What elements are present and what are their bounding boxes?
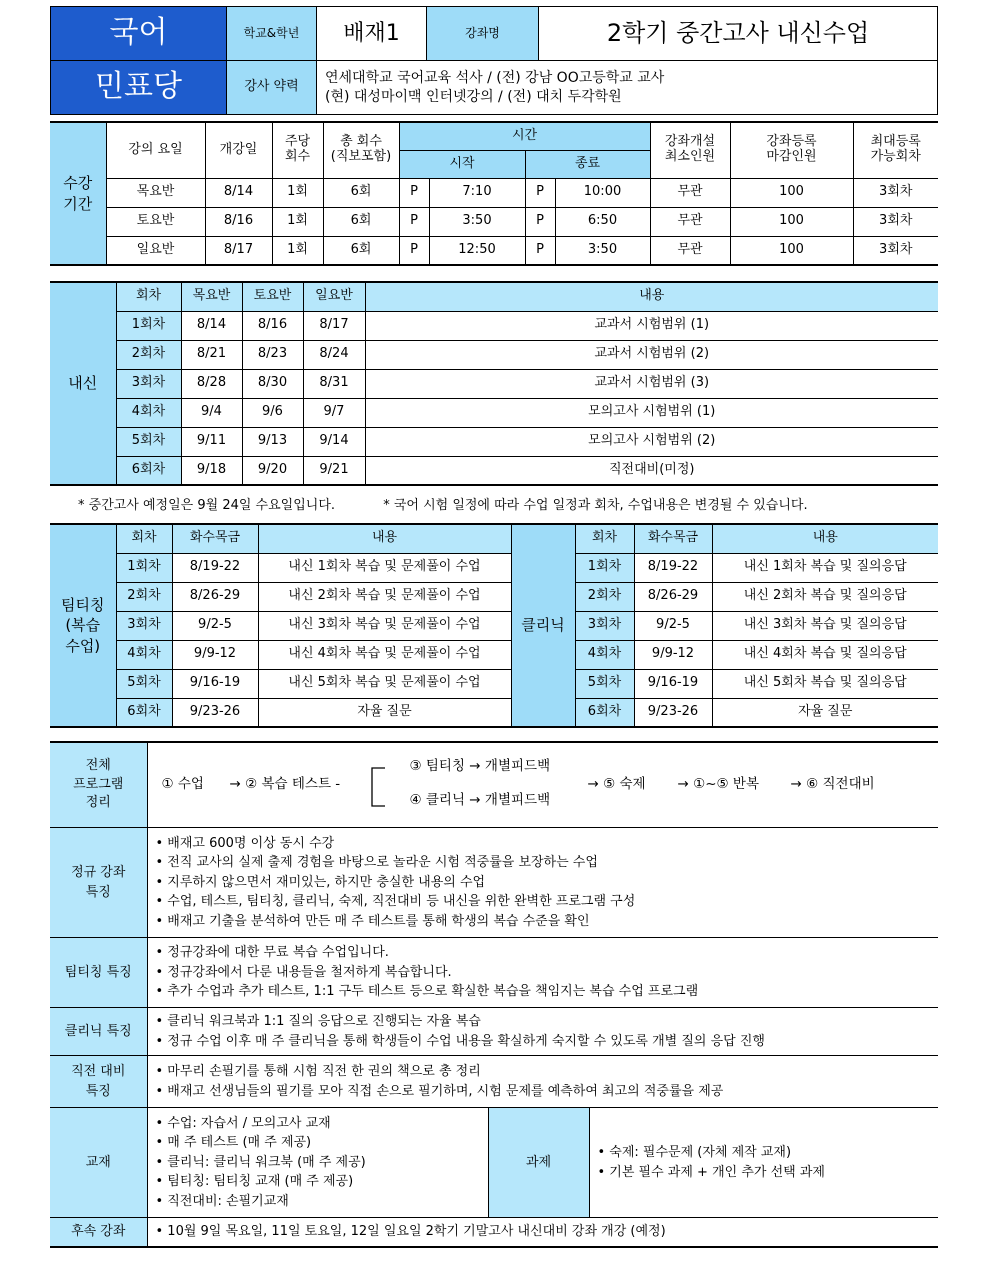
table-row (50, 698, 938, 727)
cell-content: 모의고사 시험범위 (1) (365, 398, 938, 427)
table-row (50, 427, 938, 456)
cell-end: 3:50 (555, 236, 650, 265)
team-label: 팀티칭 (복습 수업) (50, 524, 116, 727)
schedule-table (50, 121, 938, 266)
clinic-round: 1회차 (575, 553, 634, 582)
feature-item: • 수업, 테스트, 팀티칭, 클리닉, 숙제, 직전대비 등 내신을 위한 완벽한 프로그램 구성 (155, 894, 636, 910)
bio-line-2: (현) 대성마이맥 인터넷강의 / (전) 대치 두각학원 (325, 88, 622, 105)
cell-total: 6회 (323, 207, 399, 236)
team-date: 9/16-19 (172, 669, 258, 698)
feature-item: • 전직 교사의 실제 출제 경험을 바탕으로 놀라운 시험 적중률을 보장하는 수업 (155, 855, 598, 871)
col-deadline: 강좌등록 마감인원 (730, 122, 853, 178)
table-row (50, 398, 938, 427)
feature-item: • 클리닉 워크북과 1:1 질의 응답으로 진행되는 자율 복습 (155, 1014, 481, 1029)
bio (317, 61, 938, 115)
col-round: 회차 (116, 282, 181, 311)
flow-step-5: → ⑤ 숙제 (587, 776, 646, 792)
feature-item: • 정규강좌에서 다룬 내용들을 철저하게 복습합니다. (155, 964, 452, 980)
cell-start: 12:50 (429, 236, 525, 265)
clinic-label: 클리닉 (511, 524, 575, 727)
team-content: 내신 1회차 복습 및 문제풀이 수업 (258, 553, 511, 582)
clinic-content: 내신 5회차 복습 및 질의응답 (712, 669, 938, 698)
cell-thu: 8/28 (181, 369, 242, 398)
clinic-col-date: 화수목금 (634, 524, 712, 553)
clinic-date: 9/9-12 (634, 640, 712, 669)
col-sat: 토요반 (242, 282, 303, 311)
feature-item: • 지루하지 않으면서 재미있는, 하지만 충실한 내용의 수업 (155, 874, 486, 890)
feature-list (147, 828, 938, 938)
feature-item: • 정규 수업 이후 매 주 클리닉을 통해 학생들이 수업 내용을 확실하게 숙지할 수 있도록 개별 질의 응답 진행 (155, 1033, 765, 1049)
cell-sun: 9/14 (303, 427, 365, 456)
col-thu: 목요반 (181, 282, 242, 311)
clinic-round: 3회차 (575, 611, 634, 640)
homework-list (589, 1108, 938, 1218)
feature-item: • 배재고 기출을 분석하여 만든 매 주 테스트를 통해 학생의 복습 수준을 확인 (155, 913, 590, 929)
clinic-content: 내신 2회차 복습 및 질의응답 (712, 582, 938, 611)
bio-line-1: 연세대학교 국어교육 석사 / (전) 강남 OO고등학교 교사 (325, 69, 665, 86)
feature-list (147, 1056, 938, 1108)
team-round: 3회차 (116, 611, 172, 640)
feature-label: 정규 강좌 특징 (50, 828, 147, 938)
feature-label: 직전 대비 특징 (50, 1056, 147, 1108)
cell-min: 무관 (650, 207, 730, 236)
notes (50, 494, 938, 513)
cell-weekly: 1회 (272, 178, 323, 207)
cell-p: P (525, 236, 555, 265)
cell-min: 무관 (650, 236, 730, 265)
team-date: 8/19-22 (172, 553, 258, 582)
team-col-content: 내용 (258, 524, 511, 553)
materials-row (50, 1108, 938, 1218)
feature-item: • 배재고 600명 이상 동시 수강 (155, 835, 335, 851)
school-label: 학교&학년 (227, 7, 317, 61)
cell-weekly: 1회 (272, 207, 323, 236)
cell-end: 10:00 (555, 178, 650, 207)
cell-deadline: 100 (730, 236, 853, 265)
team-round: 6회차 (116, 698, 172, 727)
clinic-date: 9/16-19 (634, 669, 712, 698)
homework-item: • 숙제: 필수문제 (자체 제작 교재) (597, 1145, 792, 1160)
clinic-content: 내신 4회차 복습 및 질의응답 (712, 640, 938, 669)
cell-max: 3회차 (853, 236, 938, 265)
cell-sat: 8/30 (242, 369, 303, 398)
teacher-name: 민표당 (51, 61, 227, 115)
cell-sun: 9/7 (303, 398, 365, 427)
clinic-date: 8/19-22 (634, 553, 712, 582)
col-content: 내용 (365, 282, 938, 311)
header-table (50, 6, 938, 115)
naeshin-table (50, 281, 938, 486)
cell-thu: 9/11 (181, 427, 242, 456)
team-date: 9/2-5 (172, 611, 258, 640)
cell-p: P (525, 207, 555, 236)
cell-date: 8/17 (205, 236, 272, 265)
col-weekly: 주당 회수 (272, 122, 323, 178)
cell-p: P (399, 207, 429, 236)
feature-item: • 마무리 손필기를 통해 시험 직전 한 권의 책으로 총 정리 (155, 1064, 481, 1079)
team-round: 2회차 (116, 582, 172, 611)
cell-content: 모의고사 시험범위 (2) (365, 427, 938, 456)
cell-round: 6회차 (116, 456, 181, 485)
table-row (50, 369, 938, 398)
clinic-content: 내신 3회차 복습 및 질의응답 (712, 611, 938, 640)
material-item: • 팀티칭: 팀티칭 교재 (매 주 제공) (155, 1174, 354, 1190)
cell-thu: 8/14 (181, 311, 242, 340)
cell-end: 6:50 (555, 207, 650, 236)
clinic-date: 9/23-26 (634, 698, 712, 727)
flow-loop: → ①~⑤ 반복 (677, 776, 759, 792)
table-row (50, 640, 938, 669)
cell-total: 6회 (323, 236, 399, 265)
cell-start: 7:10 (429, 178, 525, 207)
team-content: 내신 2회차 복습 및 문제풀이 수업 (258, 582, 511, 611)
followup-label: 후속 강좌 (50, 1218, 147, 1247)
program-label: 전체 프로그램 정리 (50, 742, 147, 828)
homework-label: 과제 (488, 1108, 589, 1218)
team-content: 자율 질문 (258, 698, 511, 727)
clinic-round: 5회차 (575, 669, 634, 698)
feature-item: • 배재고 선생님들의 필기를 모아 직접 손으로 필기하며, 시험 문제를 예측하여 최고의 적중률을 제공 (155, 1083, 724, 1099)
feature-item: • 추가 수업과 추가 테스트, 1:1 구두 테스트 등으로 확실한 복습을 책임지는 복습 수업 프로그램 (155, 984, 699, 1000)
cell-deadline: 100 (730, 207, 853, 236)
table-row (50, 311, 938, 340)
col-sun: 일요반 (303, 282, 365, 311)
cell-thu: 9/4 (181, 398, 242, 427)
cell-content: 교과서 시험범위 (2) (365, 340, 938, 369)
table-row (50, 553, 938, 582)
note-change: * 국어 시험 일정에 따라 수업 일정과 회차, 수업내용은 변경될 수 있습니다. (383, 498, 808, 513)
team-col-round: 회차 (116, 524, 172, 553)
cell-thu: 8/21 (181, 340, 242, 369)
schedule-row (50, 207, 938, 236)
cell-total: 6회 (323, 178, 399, 207)
course-title: 2학기 중간고사 내신수업 (539, 7, 938, 61)
cell-sat: 9/6 (242, 398, 303, 427)
col-time: 시간 (399, 122, 650, 150)
followup-row (50, 1218, 938, 1247)
cell-max: 3회차 (853, 178, 938, 207)
followup-text: • 10월 9일 목요일, 11일 토요일, 12일 일요일 2학기 기말고사 내신대비 강좌 개강 (예정) (147, 1218, 938, 1247)
flow-branch-team: ③ 팀티칭 → 개별피드백 (409, 758, 551, 774)
cell-content: 교과서 시험범위 (1) (365, 311, 938, 340)
table-row (50, 582, 938, 611)
team-round: 5회차 (116, 669, 172, 698)
cell-day: 토요반 (106, 207, 205, 236)
cell-sun: 8/17 (303, 311, 365, 340)
cell-date: 8/16 (205, 207, 272, 236)
cell-weekly: 1회 (272, 236, 323, 265)
schedule-row (50, 236, 938, 265)
col-start-date: 개강일 (205, 122, 272, 178)
col-min: 강좌개설 최소인원 (650, 122, 730, 178)
schedule-row (50, 178, 938, 207)
homework-item: • 기본 필수 과제 + 개인 추가 선택 과제 (597, 1164, 825, 1180)
team-content: 내신 4회차 복습 및 문제풀이 수업 (258, 640, 511, 669)
cell-round: 5회차 (116, 427, 181, 456)
cell-p: P (399, 236, 429, 265)
team-date: 9/9-12 (172, 640, 258, 669)
clinic-content: 내신 1회차 복습 및 질의응답 (712, 553, 938, 582)
flow-step-2: → ② 복습 테스트 - (229, 776, 341, 792)
cell-round: 4회차 (116, 398, 181, 427)
program-table (50, 741, 938, 1248)
cell-round: 1회차 (116, 311, 181, 340)
clinic-content: 자율 질문 (712, 698, 938, 727)
feature-row-team (50, 938, 938, 1008)
subject: 국어 (51, 7, 227, 61)
team-date: 9/23-26 (172, 698, 258, 727)
bio-label: 강사 약력 (227, 61, 317, 115)
bracket-icon (370, 767, 386, 807)
table-row (50, 456, 938, 485)
cell-sun: 8/31 (303, 369, 365, 398)
col-day: 강의 요일 (106, 122, 205, 178)
cell-min: 무관 (650, 178, 730, 207)
cell-content: 직전대비(미정) (365, 456, 938, 485)
feature-label: 팀티칭 특징 (50, 938, 147, 1008)
table-row (50, 669, 938, 698)
cell-day: 목요반 (106, 178, 205, 207)
cell-p: P (399, 178, 429, 207)
col-end: 종료 (525, 150, 650, 178)
table-row (50, 611, 938, 640)
note-exam-date: * 중간고사 예정일은 9월 24일 수요일입니다. (78, 498, 336, 513)
team-content: 내신 5회차 복습 및 문제풀이 수업 (258, 669, 511, 698)
feature-item: • 정규강좌에 대한 무료 복습 수업입니다. (155, 945, 389, 961)
flow-step-6: → ⑥ 직전대비 (790, 776, 875, 792)
col-max: 최대등록 가능회차 (853, 122, 938, 178)
team-clinic-table (50, 523, 938, 728)
feature-list (147, 1008, 938, 1056)
team-col-date: 화수목금 (172, 524, 258, 553)
cell-day: 일요반 (106, 236, 205, 265)
cell-sat: 8/16 (242, 311, 303, 340)
cell-p: P (525, 178, 555, 207)
team-round: 4회차 (116, 640, 172, 669)
clinic-round: 4회차 (575, 640, 634, 669)
cell-content: 교과서 시험범위 (3) (365, 369, 938, 398)
col-begin: 시작 (399, 150, 525, 178)
cell-sat: 9/20 (242, 456, 303, 485)
clinic-col-content: 내용 (712, 524, 938, 553)
feature-row-final (50, 1056, 938, 1108)
clinic-round: 6회차 (575, 698, 634, 727)
material-item: • 수업: 자습서 / 모의고사 교재 (155, 1115, 331, 1131)
col-total: 총 회수 (직보포함) (323, 122, 399, 178)
material-item: • 클리닉: 클리닉 워크북 (매 주 제공) (155, 1154, 366, 1170)
cell-sat: 8/23 (242, 340, 303, 369)
clinic-date: 9/2-5 (634, 611, 712, 640)
schedule-row-label: 수강 기간 (50, 122, 106, 265)
cell-date: 8/14 (205, 178, 272, 207)
flow-branch-clinic: ④ 클리닉 → 개별피드백 (409, 792, 551, 808)
team-date: 8/26-29 (172, 582, 258, 611)
program-flow (147, 742, 938, 828)
feature-row-regular (50, 828, 938, 938)
cell-sun: 8/24 (303, 340, 365, 369)
feature-row-clinic (50, 1008, 938, 1056)
school-value: 배재1 (317, 7, 427, 61)
flow-diagram (148, 743, 939, 827)
team-content: 내신 3회차 복습 및 문제풀이 수업 (258, 611, 511, 640)
flow-step-1: ① 수업 (161, 776, 204, 792)
cell-deadline: 100 (730, 178, 853, 207)
cell-sat: 9/13 (242, 427, 303, 456)
cell-start: 3:50 (429, 207, 525, 236)
materials-label: 교재 (50, 1108, 147, 1218)
cell-sun: 9/21 (303, 456, 365, 485)
team-round: 1회차 (116, 553, 172, 582)
feature-label: 클리닉 특징 (50, 1008, 147, 1056)
naeshin-label: 내신 (50, 282, 116, 485)
table-row (50, 340, 938, 369)
cell-round: 2회차 (116, 340, 181, 369)
materials-list (147, 1108, 488, 1218)
material-item: • 매 주 테스트 (매 주 제공) (155, 1135, 312, 1151)
material-item: • 직전대비: 손필기교재 (155, 1193, 289, 1209)
clinic-col-round: 회차 (575, 524, 634, 553)
cell-thu: 9/18 (181, 456, 242, 485)
clinic-date: 8/26-29 (634, 582, 712, 611)
feature-list (147, 938, 938, 1008)
course-label: 강좌명 (427, 7, 539, 61)
cell-round: 3회차 (116, 369, 181, 398)
clinic-round: 2회차 (575, 582, 634, 611)
cell-max: 3회차 (853, 207, 938, 236)
